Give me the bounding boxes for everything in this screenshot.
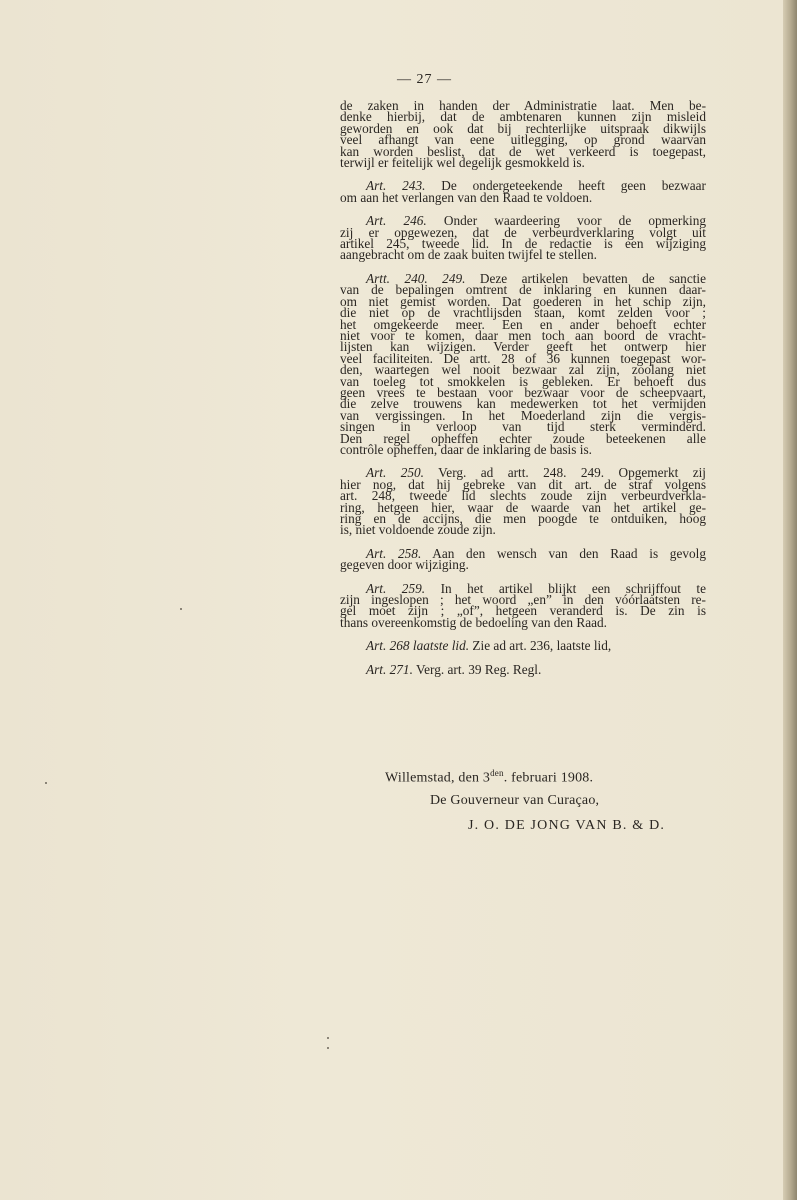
place-date-suffix: . februari 1908. (503, 770, 594, 786)
article-label: Art. 243. (366, 178, 426, 194)
line-text: gegeven door wijziging. (340, 557, 469, 573)
line-text: Verg. ad artt. 248. 249. Opgemerkt zij (438, 465, 707, 481)
line-text: veel faciliteiten. De artt. 28 of 36 kunnen toegepast wor- (340, 350, 706, 366)
document-body (340, 100, 706, 687)
article-label: Art. 268 laatste lid. (366, 638, 470, 654)
line-text: aangebracht om de zaak buiten twijfel te stellen. (340, 247, 597, 263)
paragraph (340, 661, 706, 677)
paragraph (340, 215, 706, 261)
line-text: terwijl er feitelijk wel degelijk gesmokkeld is. (340, 155, 585, 171)
line-text: ring en de accijns, die men poogde te ontduiken, hoog (340, 511, 706, 526)
article-label: Art. 246. (366, 213, 427, 229)
line-text: geen vrees te bestaan voor bezwaar voor de scheepvaart, (340, 384, 706, 400)
text-line (340, 441, 706, 457)
line-text: hier nog, dat hij gebreke van dit art. de straf volgens (340, 476, 706, 492)
stray-mark (180, 608, 182, 610)
page-edge (783, 0, 797, 1200)
text-line (340, 522, 706, 538)
line-text: veel afhangt van eene uitlegging, op grond waarvan (340, 132, 706, 148)
line-text: Aan den wensch van den Raad is gevolg (432, 545, 706, 561)
paragraph (340, 638, 706, 654)
paragraph (340, 180, 706, 203)
article-label: Art. 258. (366, 545, 422, 561)
line-text: is, niet voldoende zoude zijn. (340, 522, 496, 538)
line-text: van toeleg tot smokkelen is gebleken. Er behoeft dus (340, 373, 706, 389)
paragraph (340, 580, 706, 630)
paragraph (340, 270, 707, 457)
text-line (340, 247, 706, 263)
line-text: om niet gemist worden. Dat goederen in het schip zijn, (340, 293, 706, 309)
line-text: van de bepalingen omtrent de inklaring en kunnen daar- (340, 282, 706, 298)
paragraph (340, 465, 707, 538)
line-text: zij er opgewezen, dat de verbeurdverklaring volgt uit (340, 224, 706, 240)
line-text: In het artikel blijkt een schrijffout te (440, 580, 706, 596)
signatory-role: De Gouverneur van Curaçao, (430, 793, 600, 808)
paragraph (340, 98, 706, 171)
article-label: Art. 271. (366, 661, 413, 677)
line-text: geworden en ook dat bij rechterlijke uitspraak dikwijls (340, 120, 706, 136)
line-text: gel moet zijn ; „of”, hetgeen veranderd is. De zin is (340, 603, 706, 619)
line-text: lijsten kan wijzigen. Verder geeft het ontwerp hier (340, 339, 706, 355)
text-line (340, 638, 706, 654)
line-text: Zie ad art. 236, laatste lid, (472, 638, 612, 654)
date-superscript: den (490, 768, 504, 778)
text-line (340, 614, 706, 630)
article-label: Artt. 240. 249. (366, 270, 466, 286)
line-text: Den regel opheffen echter zoude beteekenen alle (340, 430, 706, 446)
line-text: contrôle opheffen, daar de inklaring de basis is. (340, 441, 592, 457)
stray-mark (45, 782, 47, 784)
paragraph (340, 545, 706, 573)
stray-mark (327, 1047, 329, 1049)
article-label: Art. 250. (366, 465, 424, 481)
text-line (340, 661, 706, 677)
line-text: van vergissingen. In het Moederland zijn die vergis- (340, 407, 706, 423)
line-text: Verg. art. 39 Reg. Regl. (416, 661, 542, 677)
line-text: thans overeenkomstig de bedoeling van den Raad. (340, 614, 607, 630)
line-text: art. 248, tweede lid slechts zoude zijn verbeurdverkla- (340, 488, 706, 504)
line-text: denke hierbij, dat de ambtenaren kunnen zijn misleid (340, 109, 706, 125)
line-text: kan worden beslist, dat de wet verkeerd is toegepast, (340, 143, 706, 159)
line-text: Onder waardeering voor de opmerking (443, 213, 706, 229)
line-text: ring, hetgeen hier, waar de waarde van het artikel ge- (340, 499, 706, 515)
line-text: singen in verloop van tijd sterk verminderd. (340, 419, 706, 435)
line-text: artikel 245, tweede lid. In de redactie is een wijziging (340, 236, 706, 252)
stray-mark (327, 1037, 329, 1039)
line-text: Deze artikelen bevatten de sanctie (479, 270, 707, 286)
line-text: niet voor te komen, daar men toch aan boord de vracht- (340, 327, 706, 343)
text-line (340, 155, 706, 171)
article-label: Art. 259. (366, 580, 426, 596)
place-date-text: Willemstad, den 3 (385, 770, 491, 786)
line-text: het omgekeerde meer. Een en ander behoeft echter (340, 316, 706, 332)
text-line (340, 557, 706, 573)
line-text: den, waartegen wel nooit bezwaar zal zijn, zoolang niet (340, 362, 706, 378)
signatory-name: J. O. DE JONG VAN B. & D. (468, 818, 666, 833)
line-text: De ondergeteekende heeft geen bezwaar (441, 178, 706, 194)
line-text: zijn ingeslopen ; het woord „en” in den vóórlaatsten re- (340, 592, 706, 608)
page-number: — 27 — (397, 72, 452, 87)
text-line (340, 189, 706, 205)
line-text: om aan het verlangen van den Raad te voldoen. (340, 189, 593, 205)
line-text: die niet op de vrachtlijsden staan, komt zelden voor ; (340, 305, 706, 321)
line-text: die zelve trouwens kan medewerken tot het vermijden (340, 396, 706, 412)
line-text: de zaken in handen der Administratie laat. Men be- (340, 98, 706, 113)
